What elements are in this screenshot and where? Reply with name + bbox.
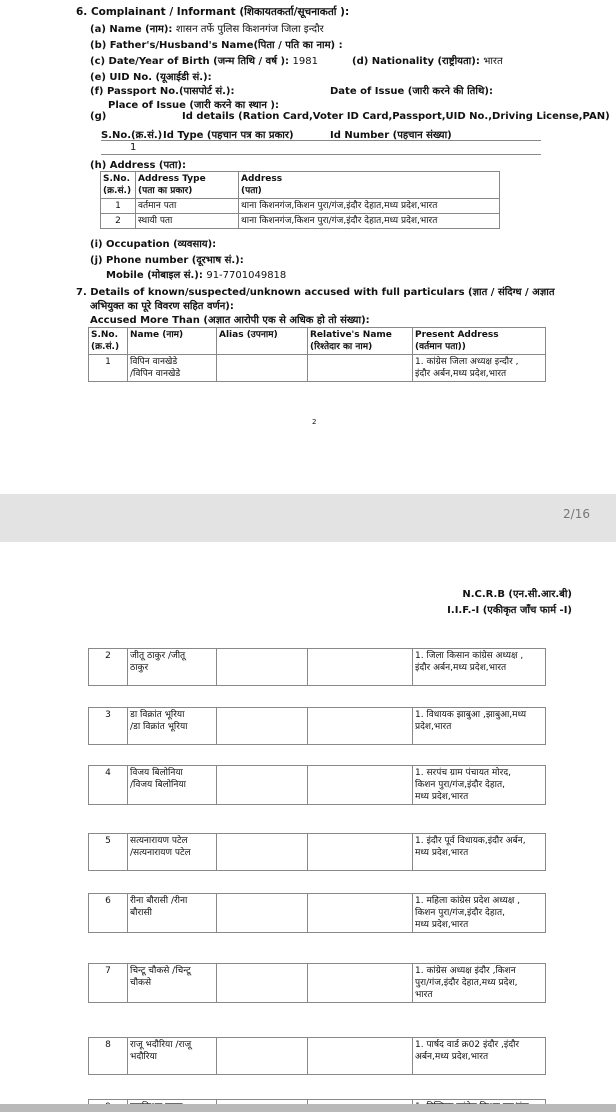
table-row: 2 स्थायी पता थाना किशनगंज,किशन पुरा/गंज,इंदौर देहात,मध्य प्रदेश,भारत	[101, 214, 500, 229]
bottom-bar	[0, 1104, 616, 1112]
occupation-label: (i) Occupation (व्यवसाय):	[90, 239, 217, 250]
iif-header: I.I.F.-I (एकीकृत जाँच फार्म -I)	[447, 605, 572, 616]
page-indicator: 2/16	[563, 507, 590, 521]
id-details-title: Id details (Ration Card,Voter ID Card,Passport,UID No.,Driving License,PAN)	[182, 111, 610, 122]
mobile-row	[106, 267, 286, 281]
ncrb-header: N.C.R.B (एन.सी.आर.बी)	[462, 589, 572, 600]
table-row: 1 विपिन वानखेडे /विपिन वानखेडे 1. कांग्रेस जिला अध्यक्ष इन्दौर , इंदौर अर्बन,मध्य प्रदेश,भारत	[89, 355, 546, 382]
table-row: 3 डा विक्रांत भूरिया /डा विक्रांत भूरिया 1. विधायक झाबुआ ,झाबुआ,मध्य प्रदेश,भारत	[88, 707, 546, 745]
dob-row	[90, 53, 318, 67]
section-6-title: 6. Complainant / Informant (शिकायतकर्ता/सूचनाकर्ता ):	[76, 6, 350, 18]
mobile-label: Mobile (मोबाइल सं.):	[106, 270, 207, 281]
section-7-title: 7. Details of known/suspected/unknown accused with full particulars (ज्ञात / संदिग्ध / अज्ञात	[76, 287, 555, 298]
table-row: 4 विजय बिलोनिया /विजय बिलोनिया 1. सरपंच ग्राम पंचायत मोरद, किशन पुरा/गंज,इंदौर देहात, मध्य प्रदेश,भारत	[88, 765, 546, 805]
mobile-value: 91-7701049818	[206, 270, 287, 281]
nationality-row	[352, 53, 503, 67]
dob-value: 1981	[292, 56, 318, 67]
table-row: 6 रीना बौरासी /रीना बौरासी 1. महिला कांग्रेस प्रदेश अध्यक्ष , किशन पुरा/गंज,इंदौर देहात, मध्य प्रदेश,भारत	[88, 893, 546, 933]
complainant-name-row	[90, 21, 324, 35]
passport-label: (f) Passport No.(पासपोर्ट सं.):	[90, 86, 235, 97]
address-table	[100, 171, 500, 229]
id-row-sno: 1	[130, 142, 137, 153]
complainant-name-label: (a) Name (नाम):	[90, 24, 176, 35]
id-header-sno: S.No.(क्र.सं.)	[101, 130, 163, 141]
address-label: (h) Address (पता):	[90, 160, 187, 171]
phone-label: (j) Phone number (दूरभाष सं.):	[90, 255, 244, 266]
addr-header-sno: S.No. (क्र.सं.)	[101, 172, 136, 199]
table-row: 1 वर्तमान पता थाना किशनगंज,किशन पुरा/गंज,इंदौर देहात,मध्य प्रदेश,भारत	[101, 199, 500, 214]
date-of-issue-label: Date of Issue (जारी करने की तिथि):	[330, 86, 493, 97]
uid-label: (e) UID No. (यूआईडी सं.):	[90, 72, 212, 83]
father-husband-name-label: (b) Father's/Husband's Name(पिता / पति का नाम) :	[90, 40, 343, 51]
addr-header-type: Address Type (पता का प्रकार)	[136, 172, 239, 199]
accused-more-than-label: Accused More Than (अज्ञात आरोपी एक से अधिक हो तो संख्या):	[90, 315, 370, 326]
complainant-name-value: शासन तर्फे पुलिस किशनगंज जिला इन्दौर	[175, 24, 324, 35]
dob-label: (c) Date/Year of Birth (जन्म तिथि / वर्ष ):	[90, 56, 293, 67]
place-of-issue-label: Place of Issue (जारी करने का स्थान ):	[108, 100, 279, 111]
table-row: 7 चिन्टू चौकसे /चिन्टू चौकसे 1. कांग्रेस अध्यक्ष इंदौर ,किशन पुरा/गंज,इंदौर देहात,मध्य प्रदेश, भारत	[88, 963, 546, 1003]
section-7-title-cont: अभियुक्त का पूरे विवरण सहित वर्णन):	[90, 301, 234, 312]
table-row: 8 राजू भदौरिया /राजू भदौरिया 1. पार्षद वार्ड क्र02 इंदौर ,इंदौर अर्बन,मध्य प्रदेश,भारत	[88, 1037, 546, 1075]
nationality-label: (d) Nationality (राष्ट्रीयता):	[352, 56, 484, 67]
nationality-value: भारत	[483, 56, 503, 67]
accused-table: S.No. (क्र.सं.) Name (नाम) Alias (उपनाम) Relative's Name (रिश्तेदार का नाम) Present Address (वर्तमान पता)) 1 विपिन वानखेडे /विपिन वानखेडे 1. कांग्रेस जिला अध्यक्ष इन्दौर , इंदौर अर्बन,मध्य प्रदेश,भारत	[88, 327, 546, 382]
table-row: 5 सत्यनारायण पटेल /सत्यनारायण पटेल 1. इंदौर पूर्व विधायक,इंदौर अर्बन, मध्य प्रदेश,भारत	[88, 833, 546, 871]
id-header-type: Id Type (पहचान पत्र का प्रकार)	[163, 130, 294, 141]
addr-header-address: Address (पता)	[239, 172, 500, 199]
id-details-g-label: (g)	[90, 111, 107, 122]
table-row: 2 जीतू ठाकुर /जीतू ठाकुर 1. जिला किसान कांग्रेस अध्यक्ष , इंदौर अर्बन,मध्य प्रदेश,भारत	[88, 648, 546, 686]
id-header-number: Id Number (पहचान संख्या)	[330, 130, 452, 141]
page-separator	[0, 494, 616, 542]
page-number-mark: 2	[312, 418, 317, 426]
